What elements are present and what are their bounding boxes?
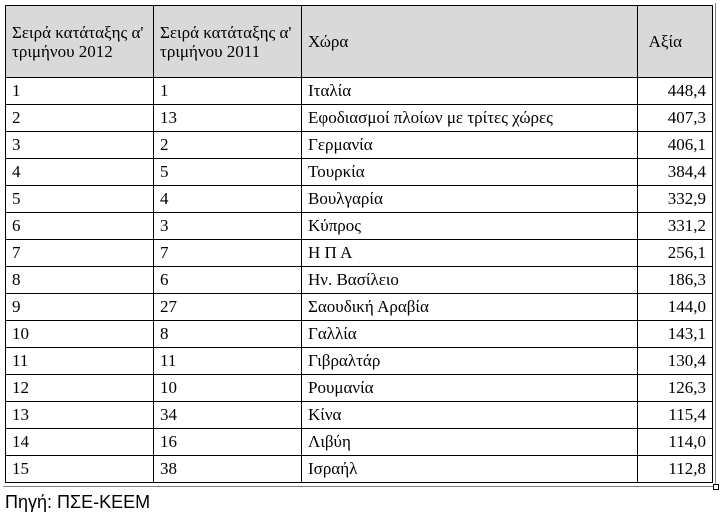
cell-country: Λιβύη (302, 429, 638, 456)
table-row (6, 213, 713, 240)
table-row (6, 78, 713, 105)
cell-rank-2011: 27 (154, 294, 302, 321)
cell-value: 114,0 (638, 429, 713, 456)
cell-rank-2011: 1 (154, 78, 302, 105)
table-row (6, 294, 713, 321)
table-row (6, 159, 713, 186)
cell-country: Γερμανία (302, 132, 638, 159)
cell-value: 407,3 (638, 105, 713, 132)
cell-value: 331,2 (638, 213, 713, 240)
cell-value: 143,1 (638, 321, 713, 348)
cell-country: Η Π Α (302, 240, 638, 267)
cell-country: Γιβραλτάρ (302, 348, 638, 375)
cell-rank-2012: 9 (6, 294, 154, 321)
resize-handle[interactable] (713, 484, 719, 490)
cell-rank-2011: 38 (154, 456, 302, 483)
cell-rank-2012: 8 (6, 267, 154, 294)
cell-country: Ιταλία (302, 78, 638, 105)
table-row (6, 240, 713, 267)
cell-country: Εφοδιασμοί πλοίων με τρίτες χώρες (302, 105, 638, 132)
cell-rank-2012: 2 (6, 105, 154, 132)
header-row (6, 6, 713, 78)
cell-rank-2011: 4 (154, 186, 302, 213)
cell-rank-2012: 7 (6, 240, 154, 267)
header-country: Χώρα (302, 6, 638, 78)
table-row (6, 402, 713, 429)
table-body (6, 78, 713, 483)
cell-country: Σαουδική Αραβία (302, 294, 638, 321)
table-row (6, 132, 713, 159)
cell-rank-2012: 13 (6, 402, 154, 429)
cell-rank-2011: 2 (154, 132, 302, 159)
cell-rank-2012: 11 (6, 348, 154, 375)
source-note: Πηγή: ΠΣΕ-ΚΕΕΜ (5, 492, 151, 512)
cell-rank-2012: 10 (6, 321, 154, 348)
table-row (6, 186, 713, 213)
cell-rank-2011: 13 (154, 105, 302, 132)
table-row (6, 429, 713, 456)
cell-country: Κύπρος (302, 213, 638, 240)
cell-country: Ρουμανία (302, 375, 638, 402)
table-row (6, 348, 713, 375)
cell-rank-2012: 15 (6, 456, 154, 483)
header-value: Αξία (638, 6, 713, 78)
cell-rank-2011: 8 (154, 321, 302, 348)
cell-rank-2012: 12 (6, 375, 154, 402)
cell-rank-2012: 5 (6, 186, 154, 213)
cell-rank-2012: 3 (6, 132, 154, 159)
cell-value: 406,1 (638, 132, 713, 159)
cell-rank-2012: 4 (6, 159, 154, 186)
table-row (6, 321, 713, 348)
table-row (6, 456, 713, 483)
cell-rank-2012: 1 (6, 78, 154, 105)
header-rank-2011: Σειρά κατάταξης α' τριμήνου 2011 (154, 6, 302, 78)
table-row (6, 375, 713, 402)
cell-value: 130,4 (638, 348, 713, 375)
cell-rank-2011: 16 (154, 429, 302, 456)
cell-value: 186,3 (638, 267, 713, 294)
cell-value: 256,1 (638, 240, 713, 267)
cell-rank-2011: 10 (154, 375, 302, 402)
table-header (6, 6, 713, 78)
cell-value: 384,4 (638, 159, 713, 186)
cell-rank-2012: 14 (6, 429, 154, 456)
cell-country: Γαλλία (302, 321, 638, 348)
cell-rank-2011: 7 (154, 240, 302, 267)
cell-value: 144,0 (638, 294, 713, 321)
cell-country: Κίνα (302, 402, 638, 429)
cell-rank-2011: 5 (154, 159, 302, 186)
table-row (6, 105, 713, 132)
cell-value: 448,4 (638, 78, 713, 105)
cell-rank-2011: 3 (154, 213, 302, 240)
exports-ranking-table (5, 5, 713, 483)
header-rank-2012: Σειρά κατάταξης α' τριμήνου 2012 (6, 6, 154, 78)
cell-country: Ισραήλ (302, 456, 638, 483)
cell-value: 126,3 (638, 375, 713, 402)
table-row (6, 267, 713, 294)
cell-value: 115,4 (638, 402, 713, 429)
cell-value: 332,9 (638, 186, 713, 213)
cell-rank-2012: 6 (6, 213, 154, 240)
cell-country: Ην. Βασίλειο (302, 267, 638, 294)
cell-rank-2011: 34 (154, 402, 302, 429)
cell-rank-2011: 6 (154, 267, 302, 294)
cell-value: 112,8 (638, 456, 713, 483)
cell-country: Τουρκία (302, 159, 638, 186)
cell-rank-2011: 11 (154, 348, 302, 375)
cell-country: Βουλγαρία (302, 186, 638, 213)
